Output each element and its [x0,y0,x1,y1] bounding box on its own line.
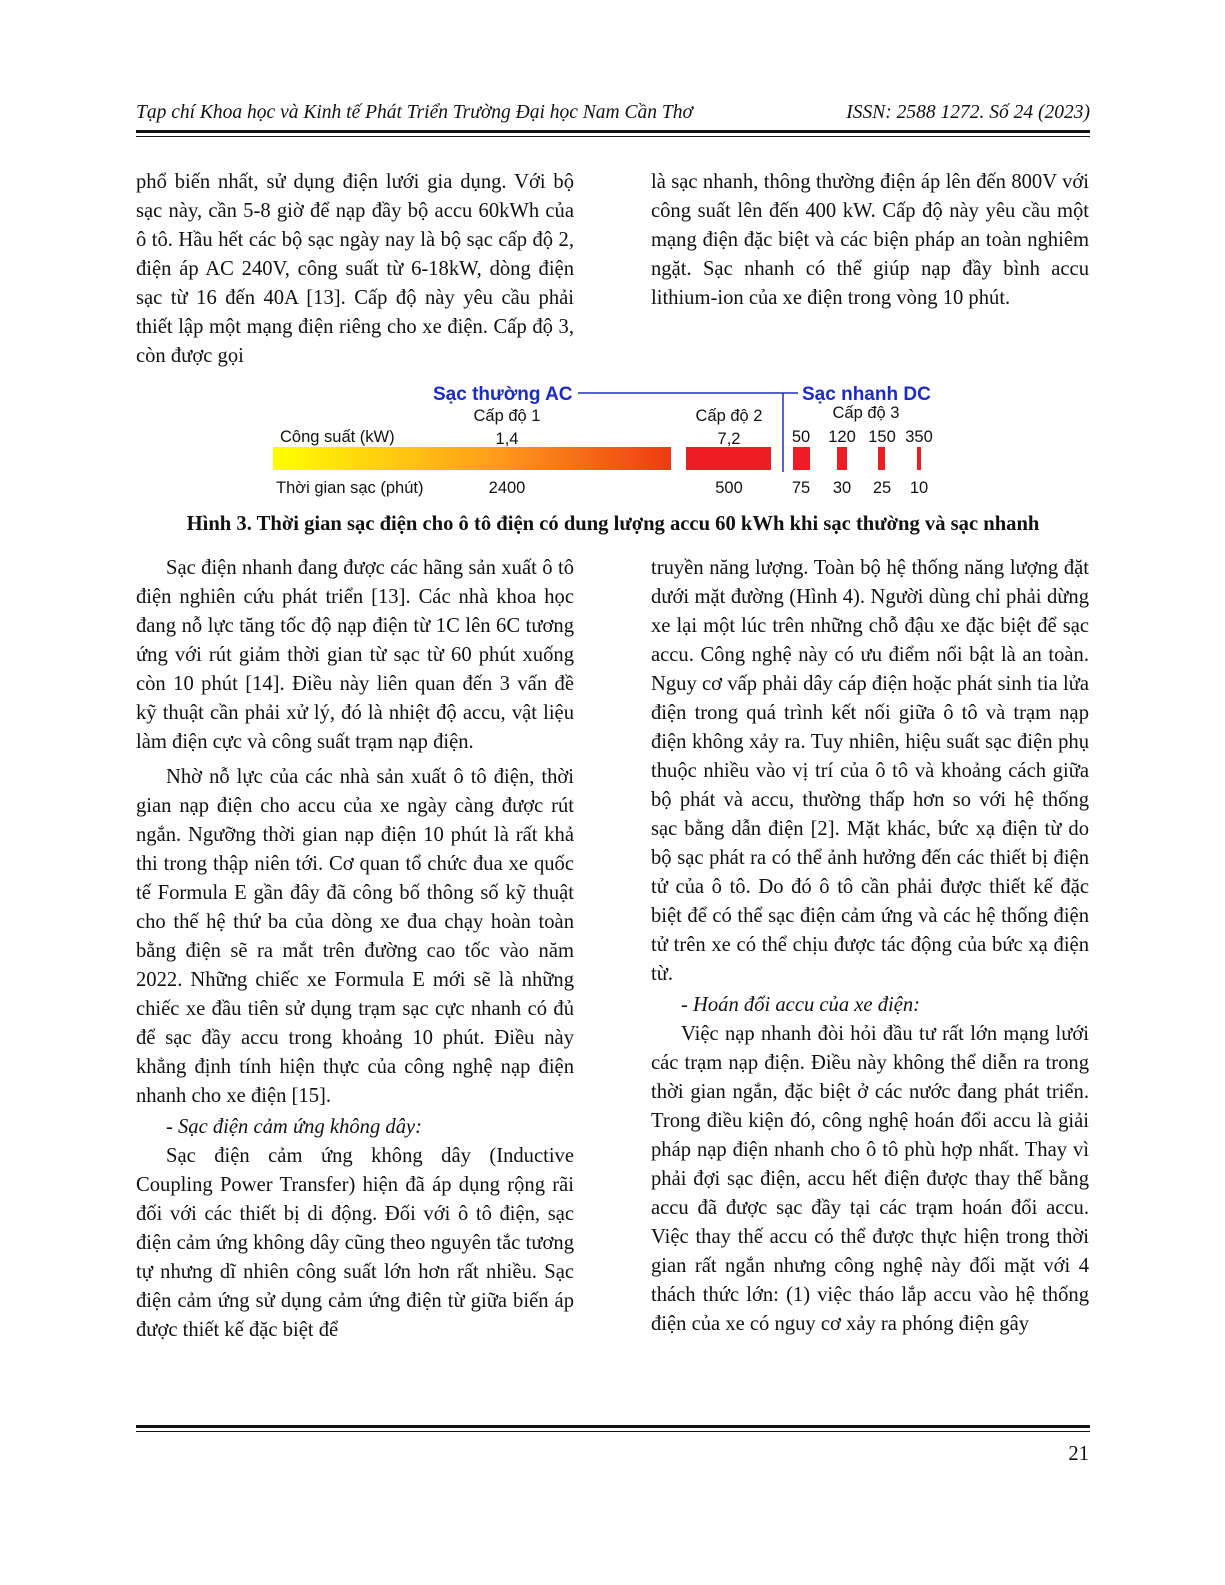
figure-charging-time [200,376,1000,504]
page-number: 21 [1068,1443,1089,1465]
paragraph: Sạc điện nhanh đang được các hãng sản xuất ô tô điện nghiên cứu phát triển [13]. Các nhà khoa học đang nỗ lực tăng tốc độ nạp điện từ 1C lên 6C tương ứng với rút giảm thời gian từ sạc từ 60 phút xuống còn 10 phút [14]. Điều này liên quan đến 3 vấn đề kỹ thuật cần phải xử lý, đó là nhiệt độ accu, vật liệu làm điện cực và công suất trạm nạp điện. [136,557,574,753]
power-value-label: 120 [828,428,856,446]
footer-rule-thin [136,1431,1090,1432]
running-header [136,102,1090,124]
power-value-label: 50 [791,428,811,446]
power-value-label: 7,2 [717,430,741,448]
issn-issue: ISSN: 2588 1272. Số 24 (2023) [846,102,1090,123]
charging-chart [200,376,1000,504]
footer-rule-thick [136,1425,1090,1428]
chart-bar [273,447,671,470]
paragraph: là sạc nhanh, thông thường điện áp lên đến 800V với công suất lên đến 400 kW. Cấp độ này yêu cầu một mạng điện đặc biệt và các biện pháp an toàn nghiêm ngặt. Sạc nhanh có thể giúp nạp đầy bình accu lithium-ion của xe điện trong vòng 10 phút. [651,171,1089,309]
section-heading: - Sạc điện cảm ứng không dây: [166,1116,422,1138]
paragraph: phổ biến nhất, sử dụng điện lưới gia dụng. Với bộ sạc này, cần 5-8 giờ để nạp đầy bộ accu 60kWh của ô tô. Hầu hết các bộ sạc ngày nay là bộ sạc cấp độ 2, điện áp AC 240V, công suất từ 6-18kW, dòng điện sạc từ 16 đến 40A [13]. Cấp độ này yêu cầu phải thiết lập một mạng điện riêng cho xe điện. Cấp độ 3, còn được gọi [136,171,574,367]
chart-bar [686,447,771,470]
level-label: Cấp độ 2 [695,407,763,425]
time-value-label: 10 [909,479,929,497]
time-value-label: 2400 [488,479,526,497]
ac-group-label: Sạc thường AC [433,384,573,405]
power-value-label: 1,4 [495,430,519,448]
power-value-label: 150 [868,428,896,446]
dc-group-label: Sạc nhanh DC [802,384,931,405]
chart-bar [917,447,921,470]
header-rule-thin [136,136,1090,137]
time-value-label: 30 [832,479,852,497]
time-value-label: 75 [791,479,811,497]
power-row-label: Công suất (kW) [280,428,395,446]
time-row-label: Thời gian sạc (phút) [276,479,424,497]
paragraph: Sạc điện cảm ứng không dây (Inductive Coupling Power Transfer) hiện đã áp dụng rộng rãi đối với các thiết bị di động. Đối với ô tô điện, sạc điện cảm ứng không dây cũng theo nguyên tắc tương tự nhưng dĩ nhiên công suất lớn hơn rất nhiều. Sạc điện cảm ứng sử dụng cảm ứng điện từ giữa biến áp được thiết kế đặc biệt để [136,1145,574,1341]
chart-bar [837,447,847,470]
column-bottom-left [136,554,574,1345]
paragraph: Nhờ nỗ lực của các nhà sản xuất ô tô điện, thời gian nạp điện cho accu của xe ngày càng được rút ngắn. Ngưỡng thời gian nạp điện 10 phút là rất khả thi trong thập niên tới. Cơ quan tổ chức đua xe quốc tế Formula E gần đây đã công bố thông số kỹ thuật cho thế hệ thứ ba của dòng xe đua chạy hoàn toàn bằng điện sẽ ra mắt trên đường cao tốc vào năm 2022. Những chiếc xe Formula E mới sẽ là những chiếc xe đầu tiên sử dụng trạm sạc cực nhanh có đủ để sạc đầy accu trong khoảng 10 phút. Điều này khẳng định tính hiện thực của công nghệ nạp điện nhanh cho xe điện [15]. [136,766,574,1107]
level-label: Cấp độ 1 [473,407,541,425]
paragraph: truyền năng lượng. Toàn bộ hệ thống năng lượng đặt dưới mặt đường (Hình 4). Người dùng chỉ phải dừng xe lại một lúc trên những chỗ đậu xe đặc biệt để sạc accu. Công nghệ này có ưu điểm nổi bật là an toàn. Nguy cơ vấp phải dây cáp điện hoặc phát sinh tia lửa điện trong quá trình kết nối giữa ô tô và trạm nạp điện không xảy ra. Tuy nhiên, hiệu suất sạc điện phụ thuộc nhiều vào vị trí của ô tô và khoảng cách giữa bộ phát và accu, thường thấp hơn so với hệ thống sạc bằng dẫn điện [2]. Mặt khác, bức xạ điện từ do bộ sạc phát ra có thể ảnh hưởng đến các thiết bị điện tử của ô tô. Do đó ô tô cần phải được thiết kế đặc biệt để có thể sạc điện cảm ứng và các hệ thống điện tử trên xe có thể chịu được tác động của bức xạ điện từ. [651,557,1089,985]
power-value-label: 350 [905,428,933,446]
chart-bar [793,447,810,470]
column-bottom-right [651,554,1089,1339]
time-value-label: 500 [715,479,743,497]
section-heading: - Hoán đổi accu của xe điện: [681,994,921,1016]
level-label: Cấp độ 3 [832,404,900,422]
journal-title: Tạp chí Khoa học và Kinh tế Phát Triển Trường Đại học Nam Cần Thơ [136,102,693,123]
figure-caption: Hình 3. Thời gian sạc điện cho ô tô điện có dung lượng accu 60 kWh khi sạc thường và sạc nhanh [186,513,1040,535]
chart-bar [878,447,885,470]
column-top-left [136,168,574,371]
paragraph: Việc nạp nhanh đòi hỏi đầu tư rất lớn mạng lưới các trạm nạp điện. Điều này không thể diễn ra trong thời gian ngắn, đặc biệt ở các nước đang phát triển. Trong điều kiện đó, công nghệ hoán đổi accu là giải pháp nạp điện nhanh cho ô tô phù hợp nhất. Thay vì phải đợi sạc điện, accu hết điện được thay thế bằng accu đã được sạc đầy tại các trạm hoán đổi accu. Việc thay thế accu có thể được thực hiện trong thời gian rất ngắn nhưng công nghệ này đối mặt với 4 thách thức lớn: (1) việc tháo lắp accu vào hệ thống điện của xe có nguy cơ xảy ra phóng điện gây [651,1023,1089,1335]
header-rule-thick [136,130,1090,133]
time-value-label: 25 [872,479,892,497]
column-top-right [651,168,1089,313]
